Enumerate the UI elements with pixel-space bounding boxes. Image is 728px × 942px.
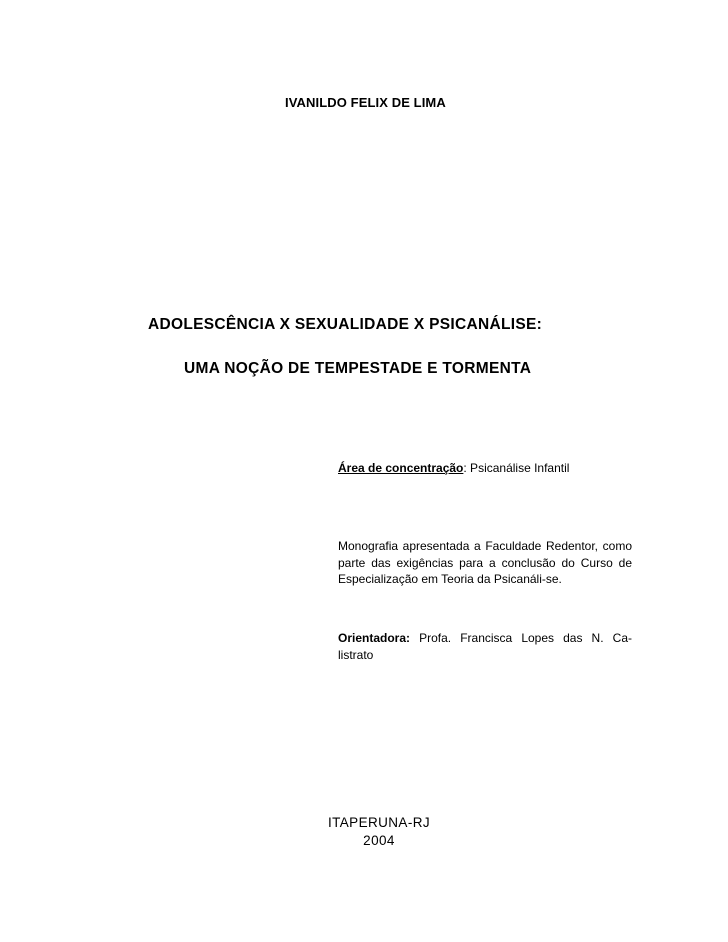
advisor-value: Profa. Francisca Lopes das N. Ca-listrato <box>338 631 632 662</box>
title-line-2: UMA NOÇÃO DE TEMPESTADE E TORMENTA <box>184 360 532 377</box>
title-line-1: ADOLESCÊNCIA X SEXUALIDADE X PSICANÁLISE: <box>148 316 543 333</box>
concentration-area-label: Área de concentração <box>338 461 464 475</box>
concentration-area-value: : Psicanálise Infantil <box>463 461 570 475</box>
monograph-note: Monografia apresentada a Faculdade Redentor, como parte das exigências para a conclusão do Curso de Especialização em Teoria da Psicanáli-se. <box>338 539 632 586</box>
author-name: IVANILDO FELIX DE LIMA <box>285 95 446 110</box>
advisor <box>338 630 632 663</box>
city: ITAPERUNA-RJ <box>327 815 431 830</box>
year: 2004 <box>363 833 395 848</box>
concentration-area <box>338 461 569 475</box>
advisor-label: Orientadora: <box>338 631 411 645</box>
